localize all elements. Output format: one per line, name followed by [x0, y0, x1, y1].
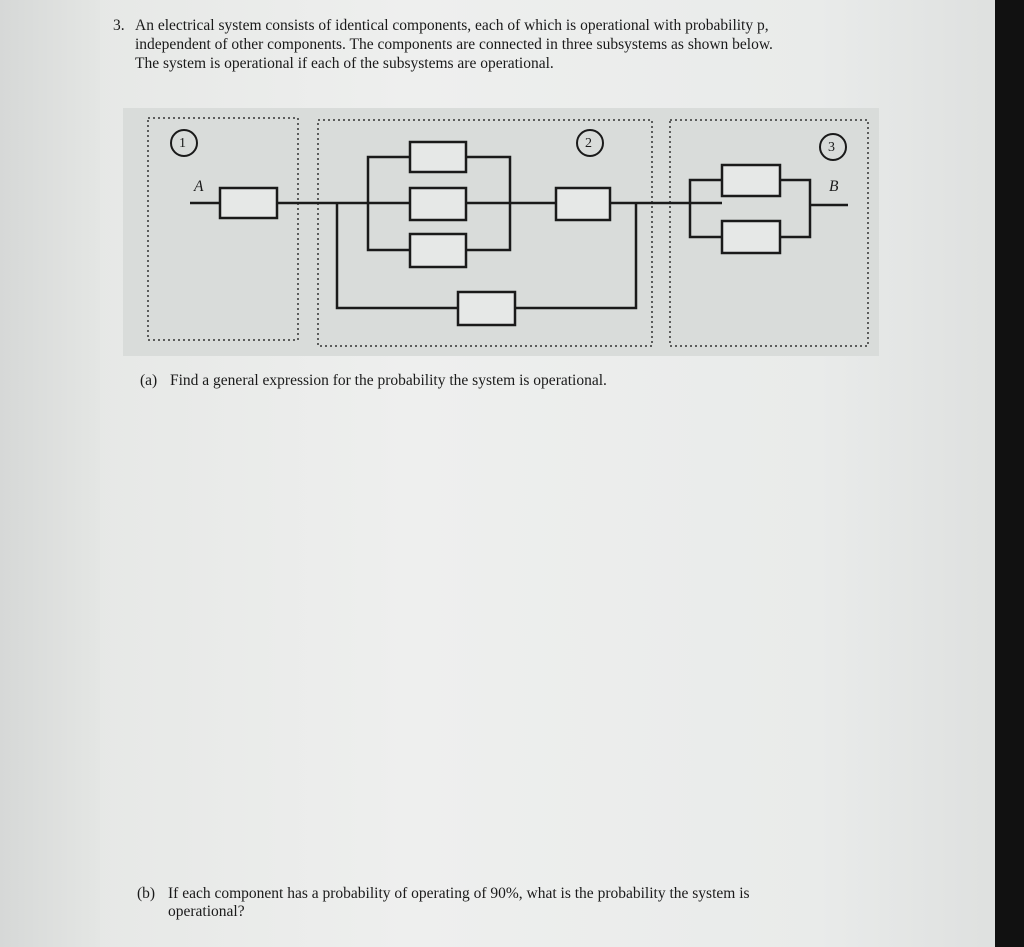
component-box	[556, 188, 610, 220]
component-box	[220, 188, 277, 218]
component-box	[722, 221, 780, 253]
component-box	[458, 292, 515, 325]
terminal-b-label: B	[829, 178, 839, 195]
part-b-label: (b)	[137, 885, 156, 902]
component-box	[410, 234, 466, 267]
component-box	[410, 142, 466, 172]
component-box	[722, 165, 780, 196]
subsystem-3-label: 3	[828, 140, 835, 155]
part-b-line-1: If each component has a probability of operating of 90%, what is the probability the system is	[168, 885, 750, 902]
problem-line-3: The system is operational if each of the subsystems are operational.	[135, 55, 554, 72]
subsystem-1-label: 1	[179, 136, 186, 151]
part-a-text: Find a general expression for the probability the system is operational.	[170, 372, 607, 389]
problem-line-1: An electrical system consists of identical components, each of which is operational with probability p,	[135, 17, 769, 34]
terminal-a-label: A	[194, 178, 204, 195]
part-a-label: (a)	[140, 372, 158, 389]
problem-number: 3.	[113, 17, 125, 34]
component-box	[410, 188, 466, 220]
subsystem-2-label: 2	[585, 136, 592, 151]
problem-line-2: independent of other components. The components are connected in three subsystems as shown below.	[135, 36, 773, 53]
part-b-line-2: operational?	[168, 903, 245, 920]
